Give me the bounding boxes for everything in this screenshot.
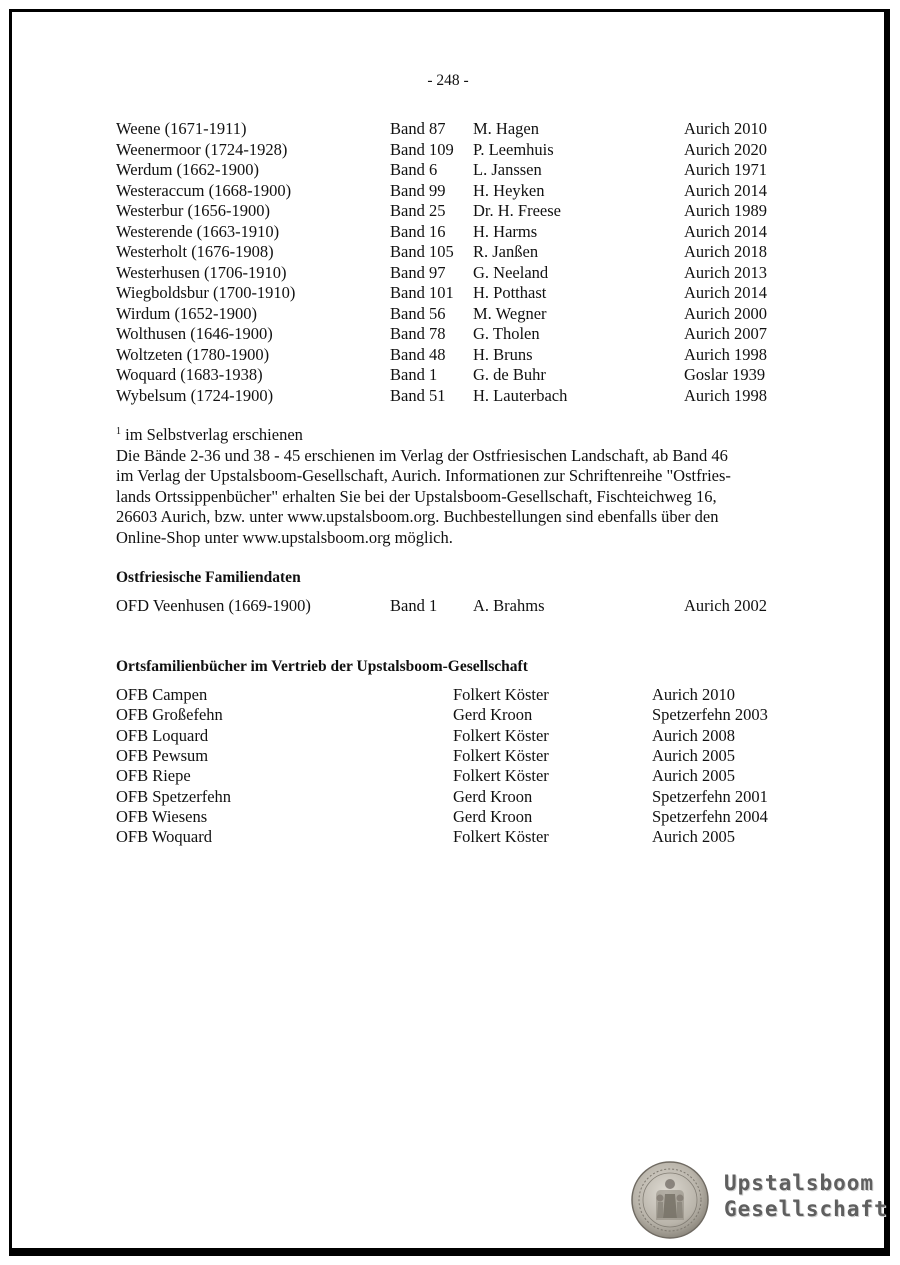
band-cell: Band 99	[390, 180, 446, 200]
publication-cell: Aurich 2013	[684, 262, 767, 282]
title-cell: OFB Wiesens	[116, 806, 208, 826]
author-cell: L. Janssen	[473, 160, 542, 179]
logo-text-line2: Gesellschaft	[724, 1197, 888, 1221]
author-cell: Folkert Köster	[453, 766, 549, 786]
publication-cell: Spetzerfehn 2003	[652, 705, 768, 725]
footnote-line: 26603 Aurich, bzw. unter www.upstalsboom.org. Buchbestellungen sind ebenfalls über den	[116, 507, 719, 526]
author-cell: Gerd Kroon	[453, 806, 533, 826]
band-cell: Band 1	[390, 596, 438, 615]
publication-cell: Aurich 1998	[684, 385, 767, 405]
place-cell: Wybelsum (1724-1900)	[116, 385, 274, 405]
publication-cell: Spetzerfehn 2004	[652, 806, 768, 826]
band-cell: Band 87	[390, 119, 446, 138]
place-cell: Wiegboldsbur (1700-1910)	[116, 283, 296, 302]
publication-cell: Aurich 2005	[652, 766, 735, 786]
author-cell: M. Wegner	[473, 303, 547, 323]
place-cell: Woltzeten (1780-1900)	[116, 344, 270, 364]
author-cell: Folkert Köster	[453, 745, 549, 765]
place-cell: Westerhusen (1706-1910)	[116, 262, 287, 282]
publication-cell: Aurich 2014	[684, 283, 767, 302]
publication-cell: Aurich 2010	[684, 119, 767, 138]
place-cell: Werdum (1662-1900)	[116, 160, 260, 179]
author-cell: H. Heyken	[473, 180, 545, 200]
publication-cell: Spetzerfehn 2001	[652, 786, 768, 806]
publication-cell: Aurich 2002	[684, 596, 767, 615]
publication-cell: Aurich 1971	[684, 160, 767, 179]
publication-cell: Aurich 1989	[684, 201, 767, 220]
place-cell: Woquard (1683-1938)	[116, 365, 263, 384]
publication-cell: Goslar 1939	[684, 365, 766, 384]
seal-icon	[630, 1160, 710, 1240]
author-cell: P. Leemhuis	[473, 139, 554, 159]
band-cell: Band 97	[390, 262, 446, 282]
familiendaten-heading: Ostfriesische Familiendaten	[116, 569, 301, 586]
place-cell: Wirdum (1652-1900)	[116, 303, 257, 323]
author-cell: G. Neeland	[473, 262, 549, 282]
title-cell: OFB Großefehn	[116, 705, 223, 725]
author-cell: Folkert Köster	[453, 725, 549, 745]
author-cell: Gerd Kroon	[453, 705, 533, 725]
author-cell: Folkert Köster	[453, 685, 549, 704]
band-cell: Band 56	[390, 303, 446, 323]
author-cell: Gerd Kroon	[453, 786, 533, 806]
author-cell: H. Bruns	[473, 344, 533, 364]
title-cell: OFB Spetzerfehn	[116, 786, 232, 806]
place-cell: Weene (1671-1911)	[116, 119, 247, 138]
title-cell: OFB Campen	[116, 685, 208, 704]
band-cell: Band 105	[390, 242, 454, 261]
band-cell: Band 6	[390, 160, 438, 179]
publication-cell: Aurich 2005	[652, 827, 735, 847]
place-cell: Westerbur (1656-1900)	[116, 201, 271, 220]
place-cell: OFD Veenhusen (1669-1900)	[116, 596, 311, 615]
publication-cell: Aurich 2018	[684, 242, 767, 261]
footnote	[116, 425, 796, 548]
band-cell: Band 109	[390, 139, 454, 159]
publication-cell: Aurich 2000	[684, 303, 767, 323]
publication-cell: Aurich 2007	[684, 324, 767, 343]
footnote-line: Die Bände 2-36 und 38 - 45 erschienen im Verlag der Ostfriesischen Landschaft, ab Band 46	[116, 445, 728, 465]
publication-cell: Aurich 2014	[684, 180, 767, 200]
author-cell: H. Lauterbach	[473, 385, 568, 405]
author-cell: Folkert Köster	[453, 827, 549, 847]
footnote-text: im Selbstverlag erschienen	[125, 425, 303, 444]
band-cell: Band 48	[390, 344, 446, 364]
title-cell: OFB Pewsum	[116, 745, 209, 765]
author-cell: H. Potthast	[473, 283, 547, 302]
footnote-line: im Verlag der Upstalsboom-Gesellschaft, Aurich. Informationen zur Schriftenreihe "Ostfries-	[116, 466, 731, 485]
place-cell: Westerende (1663-1910)	[116, 221, 280, 241]
place-cell: Westeraccum (1668-1900)	[116, 180, 292, 200]
place-cell: Weenermoor (1724-1928)	[116, 139, 288, 159]
band-cell: Band 16	[390, 221, 446, 241]
publication-cell: Aurich 2010	[652, 685, 735, 704]
publication-cell: Aurich 2008	[652, 725, 735, 745]
publication-cell: Aurich 2020	[684, 139, 767, 159]
author-cell: M. Hagen	[473, 119, 539, 138]
place-cell: Westerholt (1676-1908)	[116, 242, 274, 261]
page-number: - 248 -	[427, 72, 469, 89]
footnote-marker: 1	[116, 426, 121, 437]
author-cell: H. Harms	[473, 221, 538, 241]
title-cell: OFB Riepe	[116, 766, 191, 786]
band-cell: Band 101	[390, 283, 454, 302]
upstalsboom-logo	[630, 1160, 888, 1240]
footnote-line: lands Ortssippenbücher" erhalten Sie bei der Upstalsboom-Gesellschaft, Fischteichweg 16,	[116, 486, 717, 506]
publication-cell: Aurich 1998	[684, 344, 767, 364]
footnote-line: Online-Shop unter www.upstalsboom.org möglich.	[116, 527, 453, 547]
author-cell: A. Brahms	[473, 596, 545, 615]
author-cell: G. Tholen	[473, 324, 540, 343]
band-cell: Band 51	[390, 385, 446, 405]
publication-cell: Aurich 2014	[684, 221, 767, 241]
ofb-heading: Ortsfamilienbücher im Vertrieb der Upstalsboom-Gesellschaft	[116, 658, 528, 675]
band-cell: Band 1	[390, 365, 438, 384]
band-cell: Band 25	[390, 201, 446, 220]
author-cell: Dr. H. Freese	[473, 201, 561, 220]
band-cell: Band 78	[390, 324, 446, 343]
publication-cell: Aurich 2005	[652, 745, 735, 765]
title-cell: OFB Loquard	[116, 725, 209, 745]
title-cell: OFB Woquard	[116, 827, 212, 847]
author-cell: R. Janßen	[473, 242, 539, 261]
logo-text-line1: Upstalsboom	[724, 1171, 875, 1195]
footnote-first-line	[116, 425, 796, 446]
document-page	[9, 9, 890, 1256]
place-cell: Wolthusen (1646-1900)	[116, 324, 273, 343]
author-cell: G. de Buhr	[473, 365, 546, 384]
